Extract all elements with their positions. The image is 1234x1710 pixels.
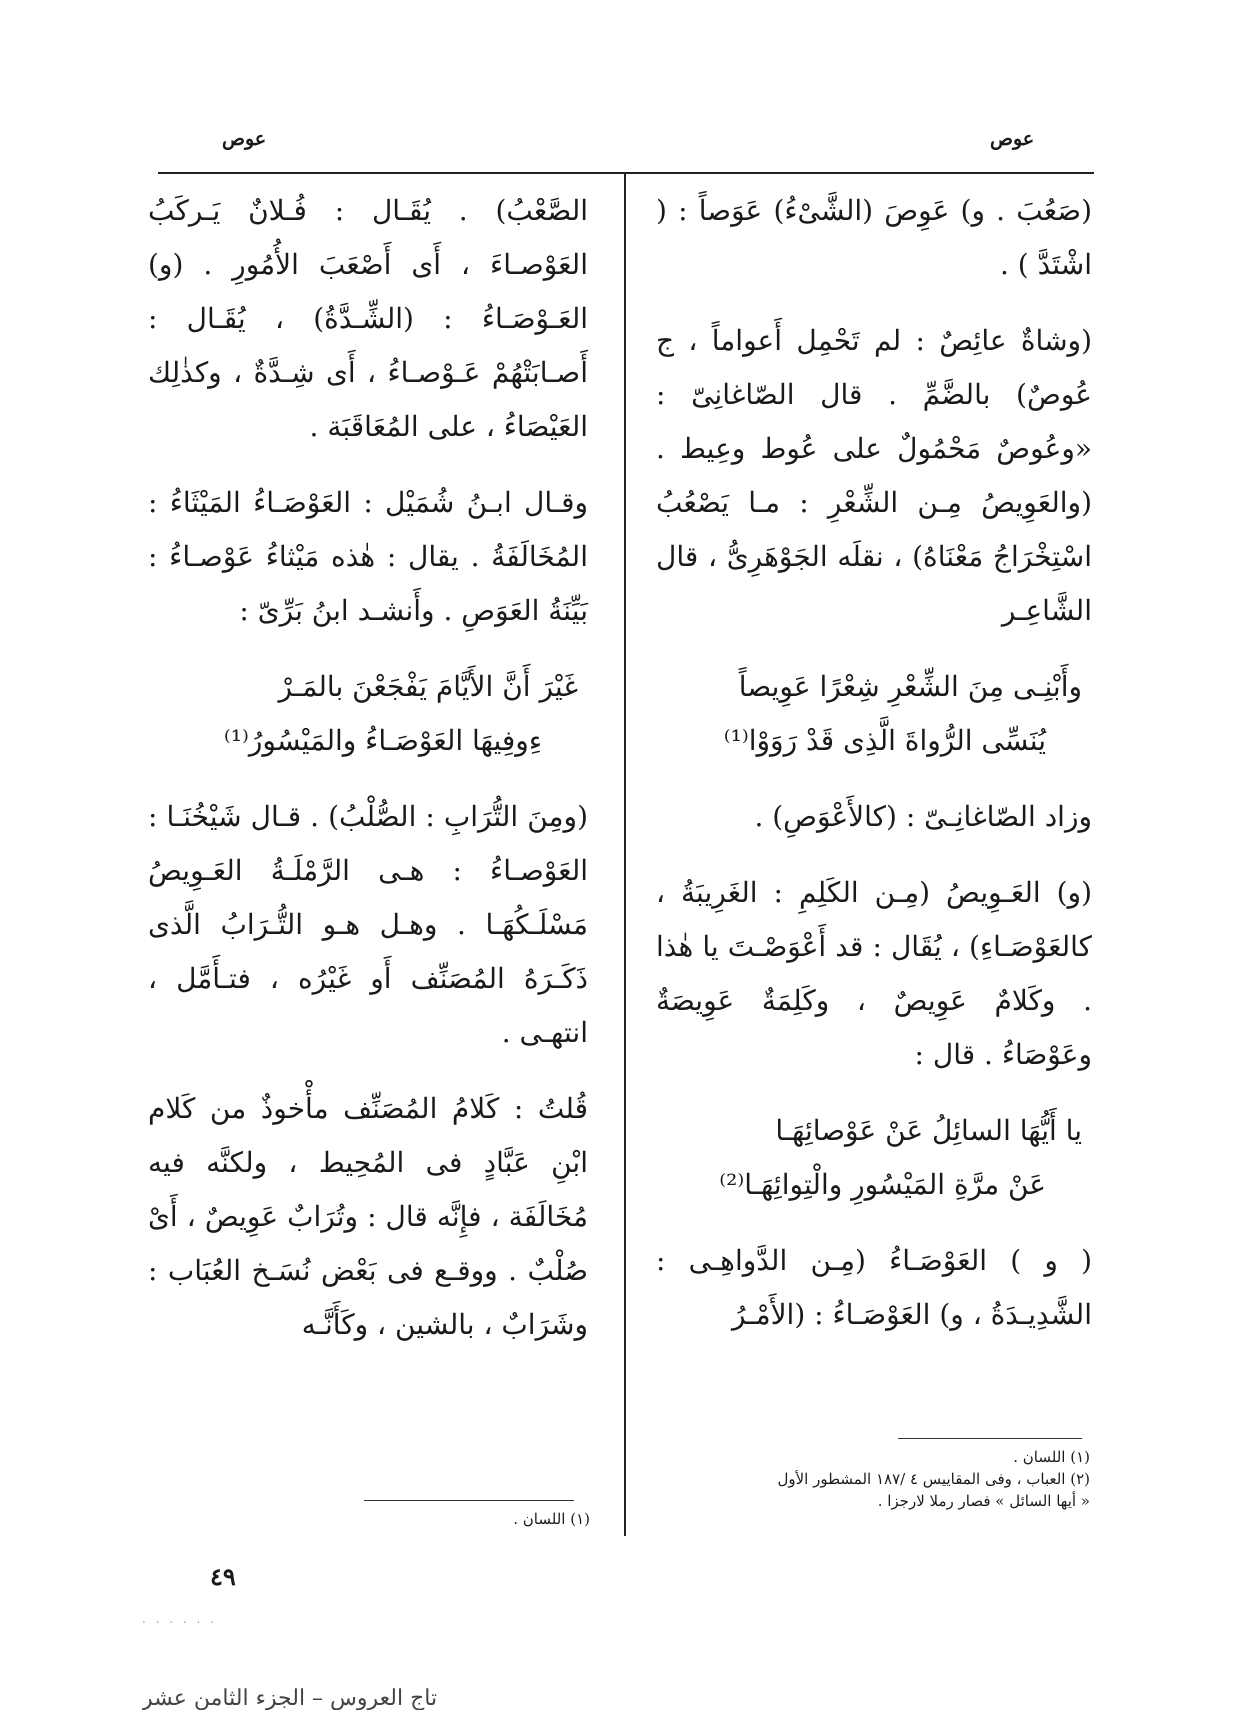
footnote: (٢) العباب ، وفى المقاييس ٤ /١٨٧ المشطور الأول xyxy=(777,1470,1090,1488)
page-number: ٤٩ xyxy=(210,1562,236,1591)
column-divider xyxy=(624,174,626,1536)
header-rule xyxy=(158,172,1094,174)
paragraph: ( و ) العَوْصَـاءُ (مِـن الدَّواهِـى : الشَّدِيـدَةُ ، و) العَوْصَـاءُ : (الأَمْـرُ xyxy=(656,1244,1092,1331)
verse xyxy=(656,1104,1092,1212)
footnote: « أيها السائل » فصار رملا لارجزا . xyxy=(877,1492,1090,1510)
right-column xyxy=(656,184,1092,1364)
verse-line: عَنْ مرَّةِ المَيْسُورِ والْتِوائِهَـا⁽²⁾ xyxy=(719,1168,1046,1201)
footnotes-left xyxy=(300,1508,590,1530)
paragraph: (و) العَـوِيصُ (مِـن الكَلِمِ : الغَرِيبَةُ ، كالعَوْصَـاءِ) ، يُقَال : قد أَعْوَصْـتَ يا هٰذا . وكَلامٌ عَوِيصٌ ، وكَلِمَةٌ عَوِيصَةٌ وعَوْصَاءُ . قال : xyxy=(656,876,1092,1071)
running-header-right: عوص xyxy=(990,128,1035,150)
paragraph: وزاد الصّاغانِـىّ : (كالأَعْوَصِ) . xyxy=(754,800,1092,833)
footnote: (١) اللسان . xyxy=(513,1510,590,1528)
running-header-left: عوص xyxy=(222,128,267,150)
footnotes-right xyxy=(664,1446,1090,1512)
footnote-rule xyxy=(364,1500,574,1501)
verse-line: يا أَيُّهَا السائِلُ عَنْ عَوْصائِهَـا xyxy=(775,1114,1082,1147)
paragraph: (صَعُبَ . و) عَوِصَ (الشَّىْءُ) عَوَصاً : ( اشْتَدَّ ) . xyxy=(656,194,1092,281)
left-column xyxy=(148,184,588,1374)
paragraph: وقـال ابـنُ شُمَيْل : العَوْصَـاءُ المَيْثَاءُ : المُخَالَفَةُ . يقال : هٰذه مَيْثاءُ عَوْصـاءُ : بَيِّنَةُ العَوَصِ . وأَنشـد ابنُ بَرِّىّ : xyxy=(148,486,588,627)
paragraph: (ومِنَ التُّرَابِ : الصُّلْبُ) . قـال شَيْخُنَـا : العَوْصـاءُ : هـى الرَّمْلَـةُ العَـوِيصُ مَسْلَـكُهَـا . وهـل هـو التُّـرَابُ الَّذى ذَكَـرَهُ المُصَنِّف أَو غَيْرُه ، فتـأَمَّل ، انتهـى . xyxy=(148,800,588,1049)
footnote: (١) اللسان . xyxy=(1013,1448,1090,1466)
verse xyxy=(148,660,588,768)
verse-line: غَيْرَ أَنَّ الأَيَّامَ يَفْجَعْنَ بالمَـرْ xyxy=(278,670,578,703)
verse-line: يُنَسِّى الرُّواةَ الَّذِى قَدْ رَوَوْا⁽¹⁾ xyxy=(723,724,1046,757)
scan-dots: . . . . . . xyxy=(142,1612,217,1626)
paragraph: قُلتُ : كَلامُ المُصَنِّف مأْخوذٌ من كَلام ابْنِ عَبَّادٍ فى المُحِيط ، ولكنَّه فيه مُخَالَفَة ، فإِنَّه قال : وتُرَابٌ عَوِيصٌ ، أَىْ صُلْبٌ . ووقـع فى بَعْض نُسَـخ العُبَاب : وشَرَابٌ ، بالشين ، وكَأَنَّـه xyxy=(148,1092,588,1341)
paragraph: (وشاةٌ عائِصٌ : لم تَحْمِل أَعواماً ، ج عُوصٌ) بالضَّمِّ . قال الصّاغانِىّ : «وعُوصٌ مَحْمُولٌ على عُوط وعِيط . (والعَوِيصُ مِـن الشِّعْرِ : مـا يَصْعُبُ اسْتِخْرَاجُ مَعْنَاهُ) ، نقلَه الجَوْهَرِىُّ ، قال الشَّاعِـر xyxy=(656,324,1092,627)
cut-off-footer-text: تاج العروس – الجزء الثامن عشر xyxy=(142,1686,438,1710)
paragraph: الصَّعْبُ) . يُقَـال : فُـلانٌ يَـركَبُ العَوْصـاءَ ، أَى أَصْعَبَ الأُمُورِ . (و) العَـوْصَـاءُ : (الشِّـدَّةُ) ، يُقَـال : أَصـابَتْهُمْ عَـوْصـاءُ ، أَى شِـدَّةٌ ، وكذٰلِك العَيْصَاءُ ، على المُعَاقَبَة . xyxy=(148,194,588,443)
verse-line: وأَبْنِـى مِنَ الشِّعْرِ شِعْرًا عَوِيصاً xyxy=(738,670,1082,703)
verse xyxy=(656,660,1092,768)
verse-line: ءِوفِيهَا العَوْصَـاءُ والمَيْسُورُ⁽¹⁾ xyxy=(223,724,542,757)
footnote-rule xyxy=(898,1438,1082,1439)
